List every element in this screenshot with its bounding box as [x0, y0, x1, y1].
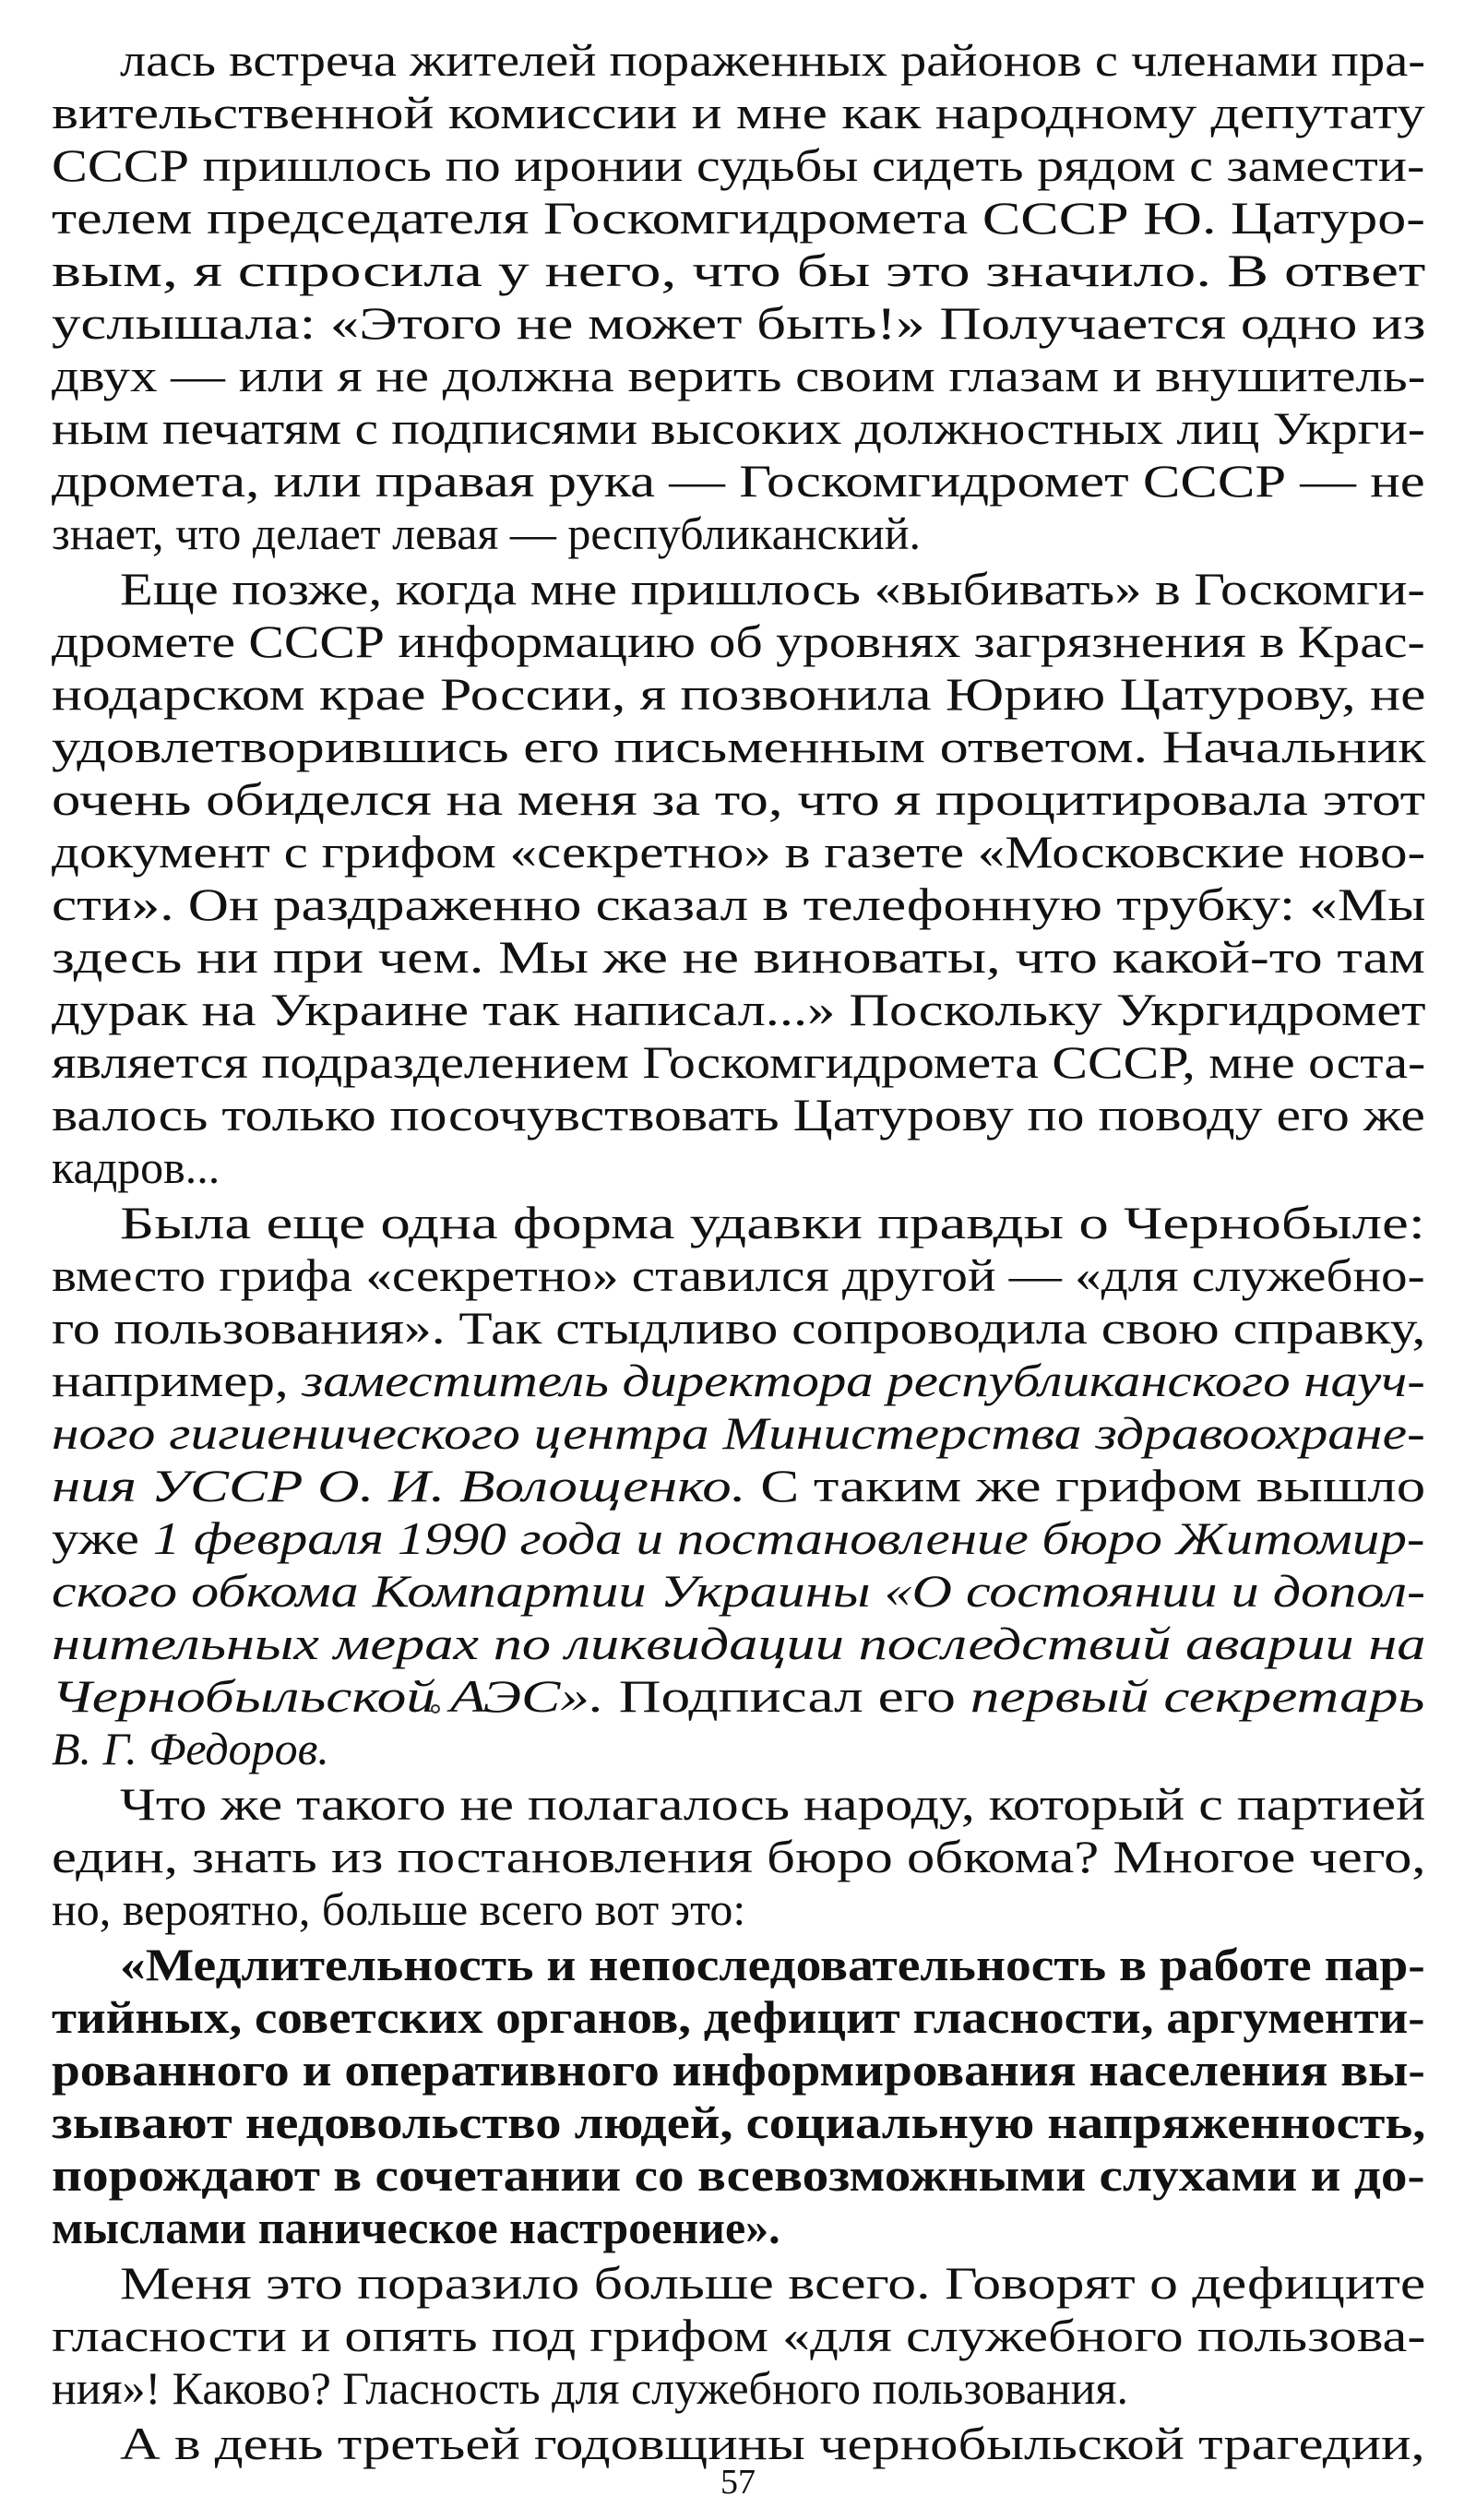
italic-text: 1 февраля 1990 года и постановление бюро Житомир-: [152, 1512, 1425, 1564]
text-segment: дурак на Украине так написал...» Поскольку Укргидромет: [52, 984, 1426, 1035]
text-segment: уже: [52, 1512, 153, 1564]
text-line: [52, 190, 1425, 245]
text-line: [52, 1829, 1426, 1884]
italic-text: ния УССР О. И. Волощенко.: [52, 1460, 746, 1511]
text-line: [52, 1721, 329, 1776]
text-line: [52, 453, 1425, 508]
text-line: [52, 243, 1425, 298]
text-segment: например,: [52, 1355, 303, 1406]
text-segment: вместо грифа «секретно» ставился другой — «для служебно-: [52, 1249, 1425, 1301]
text-line: [52, 1881, 745, 1937]
text-segment: Была еще одна форма удавки правды о Чернобыле:: [120, 1197, 1425, 1248]
page-number: 57: [720, 2463, 756, 2502]
text-segment: порождают в сочетании со всевозможными слухами и до-: [52, 2149, 1425, 2201]
text-segment: мыслами паническое настроение».: [52, 2202, 780, 2253]
italic-text: Чернобыльской АЭС».: [52, 1670, 604, 1722]
text-segment: двух — или я не должна верить своим глазам и внушитель-: [52, 350, 1426, 401]
text-segment: Меня это поразило больше всего. Говорят о дефиците: [120, 2257, 1426, 2309]
italic-text: ского обкома Компартии Украины «О состоянии и допол-: [52, 1565, 1426, 1617]
text-line: [52, 85, 1425, 140]
text-line: [52, 506, 921, 561]
text-segment: дромете СССР информацию об уровнях загрязнения в Крас-: [52, 615, 1425, 667]
print-speck-mark: [431, 1704, 440, 1714]
text-segment: С таким же грифом вышло: [745, 1460, 1426, 1511]
text-segment: валось только посочувствовать Цатурову по поводу его же: [52, 1089, 1425, 1141]
text-segment: «Медлительность и непоследовательность в работе пар-: [120, 1939, 1425, 1990]
text-line: [52, 2095, 1425, 2150]
text-line: [52, 1668, 1424, 1724]
text-line: [52, 2042, 1425, 2097]
text-segment: телем председателя Госкомгидромета СССР Ю. Цатуро-: [52, 192, 1425, 244]
text-segment: А в день третьей годовщины чернобыльской трагедии,: [120, 2418, 1425, 2469]
text-line: [52, 400, 1425, 456]
italic-text: первый секретарь: [970, 1670, 1425, 1722]
text-line: [52, 2200, 780, 2255]
text-segment: очень обиделся на меня за то, что я процитировала этот: [52, 773, 1426, 825]
text-line: [120, 1195, 1425, 1250]
text-line: [52, 719, 1426, 774]
text-line: [52, 2308, 1425, 2363]
text-line: [120, 2255, 1425, 2311]
text-segment: дромета, или правая рука — Госкомгидромет СССР — не: [52, 455, 1425, 507]
italic-text: нительных мерах по ликвидации последствий аварии на: [52, 1618, 1426, 1669]
text-line: [52, 1353, 1425, 1408]
text-segment: является подразделением Госкомгидромета СССР, мне оста-: [52, 1036, 1426, 1088]
text-segment: здесь ни при чем. Мы же не виноваты, что какой-то там: [52, 931, 1425, 983]
text-line: [52, 877, 1425, 932]
text-segment: знает, что делает левая — республиканский.: [52, 508, 922, 559]
text-segment: вительственной комиссии и мне как народному депутату: [52, 87, 1425, 138]
text-line: [52, 2147, 1425, 2203]
text-line: [52, 824, 1425, 879]
text-line: [52, 666, 1426, 722]
text-segment: кадров...: [52, 1141, 220, 1193]
italic-text: ного гигиенического центра Министерства здравоохране-: [52, 1407, 1425, 1459]
text-line: [52, 1989, 1425, 2045]
text-segment: Что же такого не полагалось народу, который с партией: [120, 1778, 1426, 1830]
text-line: [52, 137, 1424, 193]
text-line: [52, 1087, 1425, 1142]
text-segment: Еще позже, когда мне пришлось «выбивать» в Госкомги-: [120, 563, 1425, 615]
text-segment: сти». Он раздраженно сказал в телефонную трубку: «Мы: [52, 878, 1426, 930]
text-line: [120, 1776, 1425, 1832]
text-line: [52, 771, 1425, 827]
text-line: [52, 348, 1425, 403]
text-line: [52, 1458, 1425, 1513]
text-line: [52, 1616, 1426, 1671]
text-segment: го пользования». Так стыдливо сопроводила свою справку,: [52, 1302, 1426, 1354]
text-segment: вым, я спросила у него, что бы это значило. В ответ: [52, 245, 1426, 296]
text-line: [52, 1405, 1425, 1461]
text-line: [52, 2360, 1128, 2416]
text-segment: СССР пришлось по иронии судьбы сидеть рядом с замести-: [52, 139, 1425, 191]
italic-text: В. Г. Федоров.: [52, 1723, 329, 1774]
text-line: [52, 1248, 1425, 1303]
text-line: [52, 1300, 1425, 1356]
italic-text: заместитель директора республиканского науч-: [302, 1355, 1425, 1406]
text-line: [52, 982, 1426, 1037]
text-segment: рованного и оперативного информирования населения вы-: [52, 2044, 1425, 2096]
text-line: [120, 1937, 1425, 1992]
text-line: [120, 2416, 1425, 2471]
text-segment: гласности и опять под грифом «для служебного пользова-: [52, 2310, 1426, 2361]
text-segment: един, знать из постановления бюро обкома? Многое чего,: [52, 1831, 1426, 1882]
text-line: [52, 295, 1425, 351]
text-segment: тийных, советских органов, дефицит гласности, аргументи-: [52, 1991, 1425, 2043]
text-segment: зывают недовольство людей, социальную напряженность,: [52, 2096, 1426, 2148]
text-line: [52, 1563, 1425, 1618]
text-segment: ния»! Каково? Гласность для служебного пользования.: [52, 2362, 1128, 2414]
text-segment: нодарском крае России, я позвонила Юрию Цатурову, не: [52, 668, 1426, 720]
text-line: [52, 614, 1425, 669]
text-line: [52, 1034, 1425, 1090]
text-segment: но, вероятно, больше всего вот это:: [52, 1883, 746, 1935]
text-line: [120, 32, 1425, 88]
text-segment: лась встреча жителей пораженных районов с членами пра-: [120, 34, 1426, 86]
text-segment: услышала: «Этого не может быть!» Получается одно из: [52, 297, 1426, 349]
text-line: [52, 929, 1425, 985]
text-line: [120, 561, 1425, 616]
text-line: [52, 1511, 1425, 1566]
text-segment: удовлетворившись его письменным ответом. Начальник: [52, 721, 1426, 772]
text-line: [52, 1140, 220, 1195]
text-segment: документ с грифом «секретно» в газете «Московские ново-: [52, 826, 1426, 878]
text-segment: ным печатям с подписями высоких должностных лиц Укрги-: [52, 402, 1425, 454]
text-segment: Подписал его: [603, 1670, 970, 1722]
